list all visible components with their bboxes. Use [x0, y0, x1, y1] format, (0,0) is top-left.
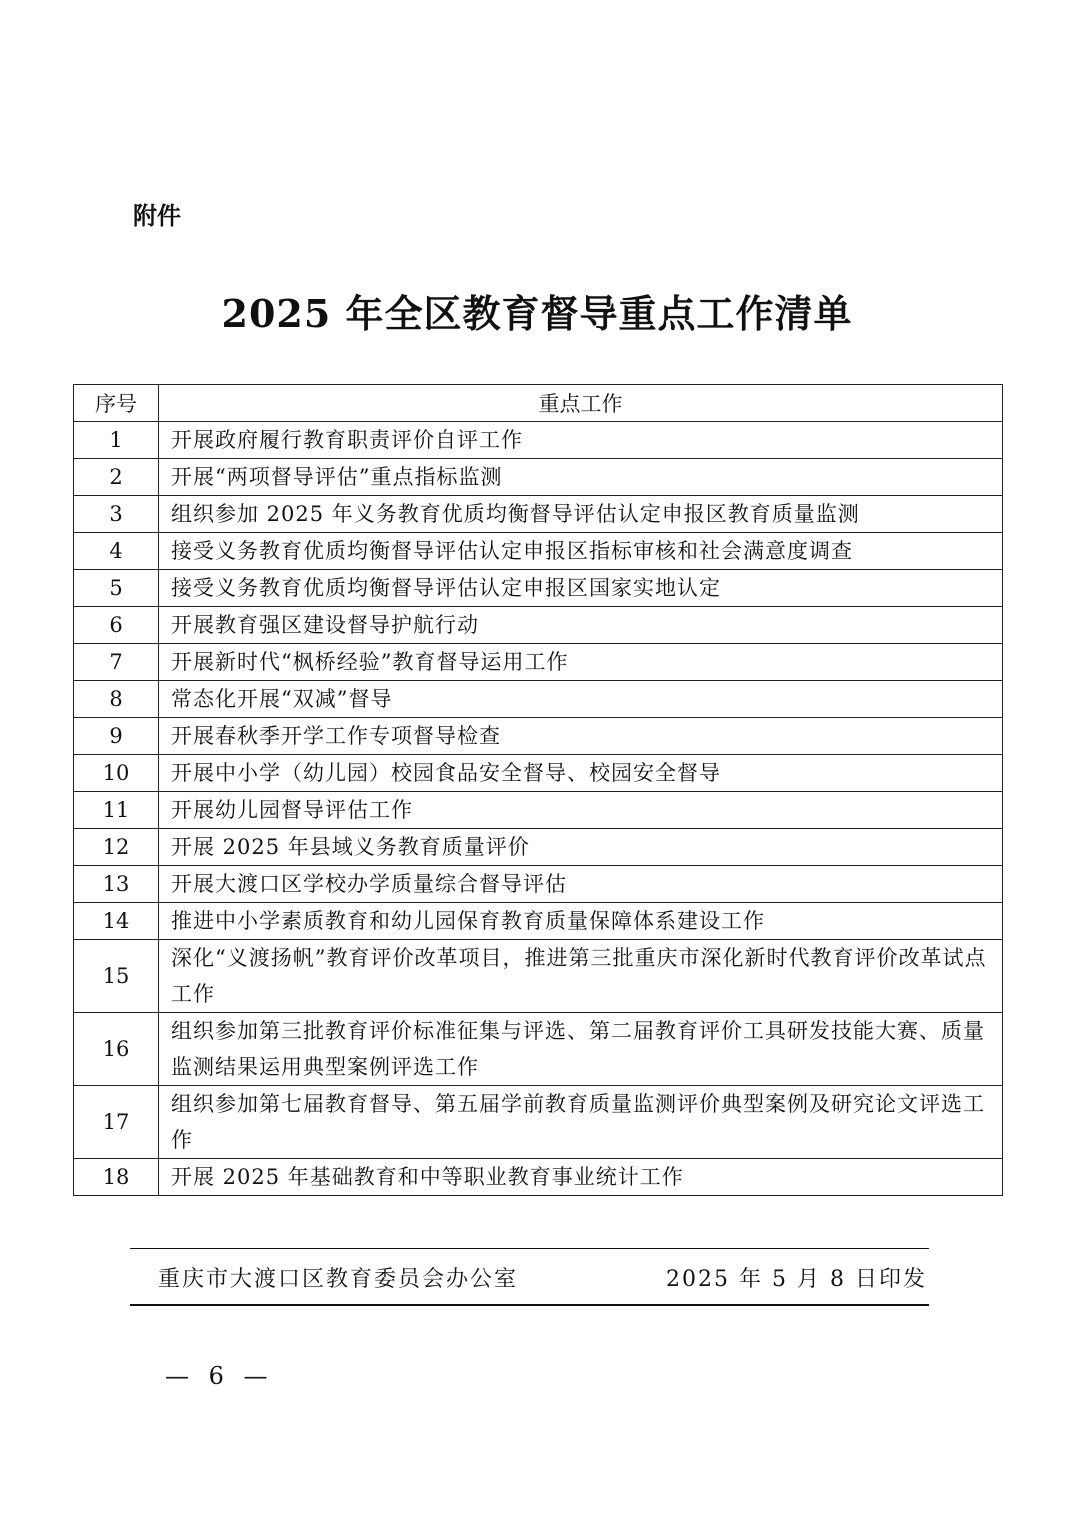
row-index: 8 — [74, 681, 159, 718]
row-index: 7 — [74, 644, 159, 681]
table-row — [74, 755, 1003, 792]
row-index: 14 — [74, 903, 159, 940]
row-task: 组织参加 2025 年义务教育优质均衡督导评估认定申报区教育质量监测 — [159, 496, 1003, 533]
footer-top-rule — [130, 1248, 929, 1249]
document-title: 2025 年全区教育督导重点工作清单 — [221, 291, 853, 336]
row-task: 开展春秋季开学工作专项督导检查 — [159, 718, 1003, 755]
row-index: 3 — [74, 496, 159, 533]
table-row — [74, 940, 1003, 1013]
row-index: 9 — [74, 718, 159, 755]
row-index: 11 — [74, 792, 159, 829]
table-header-row — [74, 385, 1003, 422]
table-row — [74, 718, 1003, 755]
row-task: 组织参加第三批教育评价标准征集与评选、第二届教育评价工具研发技能大赛、质量监测结果运用典型案例评选工作 — [159, 1013, 1003, 1086]
row-index: 2 — [74, 459, 159, 496]
table-row — [74, 1159, 1003, 1196]
work-list-table — [73, 384, 1003, 1196]
row-task: 开展中小学（幼儿园）校园食品安全督导、校园安全督导 — [159, 755, 1003, 792]
table-row — [74, 533, 1003, 570]
table-row — [74, 570, 1003, 607]
row-index: 13 — [74, 866, 159, 903]
row-index: 15 — [74, 940, 159, 1013]
row-task: 深化“义渡扬帆”教育评价改革项目，推进第三批重庆市深化新时代教育评价改革试点工作 — [159, 940, 1003, 1013]
issuer-name: 重庆市大渡口区教育委员会办公室 — [158, 1267, 519, 1292]
issue-date: 2025 年 5 月 8 日印发 — [666, 1267, 927, 1292]
table-row — [74, 792, 1003, 829]
row-task: 接受义务教育优质均衡督导评估认定申报区国家实地认定 — [159, 570, 1003, 607]
row-index: 10 — [74, 755, 159, 792]
header-index: 序号 — [74, 385, 159, 422]
row-task: 接受义务教育优质均衡督导评估认定申报区指标审核和社会满意度调查 — [159, 533, 1003, 570]
table-row — [74, 1086, 1003, 1159]
row-task: 开展幼儿园督导评估工作 — [159, 792, 1003, 829]
row-index: 12 — [74, 829, 159, 866]
footer-bottom-rule — [130, 1304, 929, 1306]
row-index: 5 — [74, 570, 159, 607]
row-task: 常态化开展“双减”督导 — [159, 681, 1003, 718]
table-row — [74, 607, 1003, 644]
row-task: 开展 2025 年基础教育和中等职业教育事业统计工作 — [159, 1159, 1003, 1196]
table-row — [74, 681, 1003, 718]
row-index: 4 — [74, 533, 159, 570]
row-task: 推进中小学素质教育和幼儿园保育教育质量保障体系建设工作 — [159, 903, 1003, 940]
table-row — [74, 866, 1003, 903]
table-row — [74, 496, 1003, 533]
row-task: 开展政府履行教育职责评价自评工作 — [159, 422, 1003, 459]
table-row — [74, 1013, 1003, 1086]
row-index: 6 — [74, 607, 159, 644]
row-task: 开展 2025 年县域义务教育质量评价 — [159, 829, 1003, 866]
row-index: 1 — [74, 422, 159, 459]
table-row — [74, 829, 1003, 866]
row-index: 18 — [74, 1159, 159, 1196]
table-row — [74, 422, 1003, 459]
row-index: 17 — [74, 1086, 159, 1159]
row-task: 组织参加第七届教育督导、第五届学前教育质量监测评价典型案例及研究论文评选工作 — [159, 1086, 1003, 1159]
attachment-label: 附件 — [133, 202, 181, 230]
row-index: 16 — [74, 1013, 159, 1086]
table-row — [74, 903, 1003, 940]
row-task: 开展“两项督导评估”重点指标监测 — [159, 459, 1003, 496]
page-number: — 6 — — [165, 1362, 274, 1390]
row-task: 开展新时代“枫桥经验”教育督导运用工作 — [159, 644, 1003, 681]
table-row — [74, 459, 1003, 496]
row-task: 开展大渡口区学校办学质量综合督导评估 — [159, 866, 1003, 903]
table-row — [74, 644, 1003, 681]
header-task: 重点工作 — [159, 385, 1003, 422]
row-task: 开展教育强区建设督导护航行动 — [159, 607, 1003, 644]
